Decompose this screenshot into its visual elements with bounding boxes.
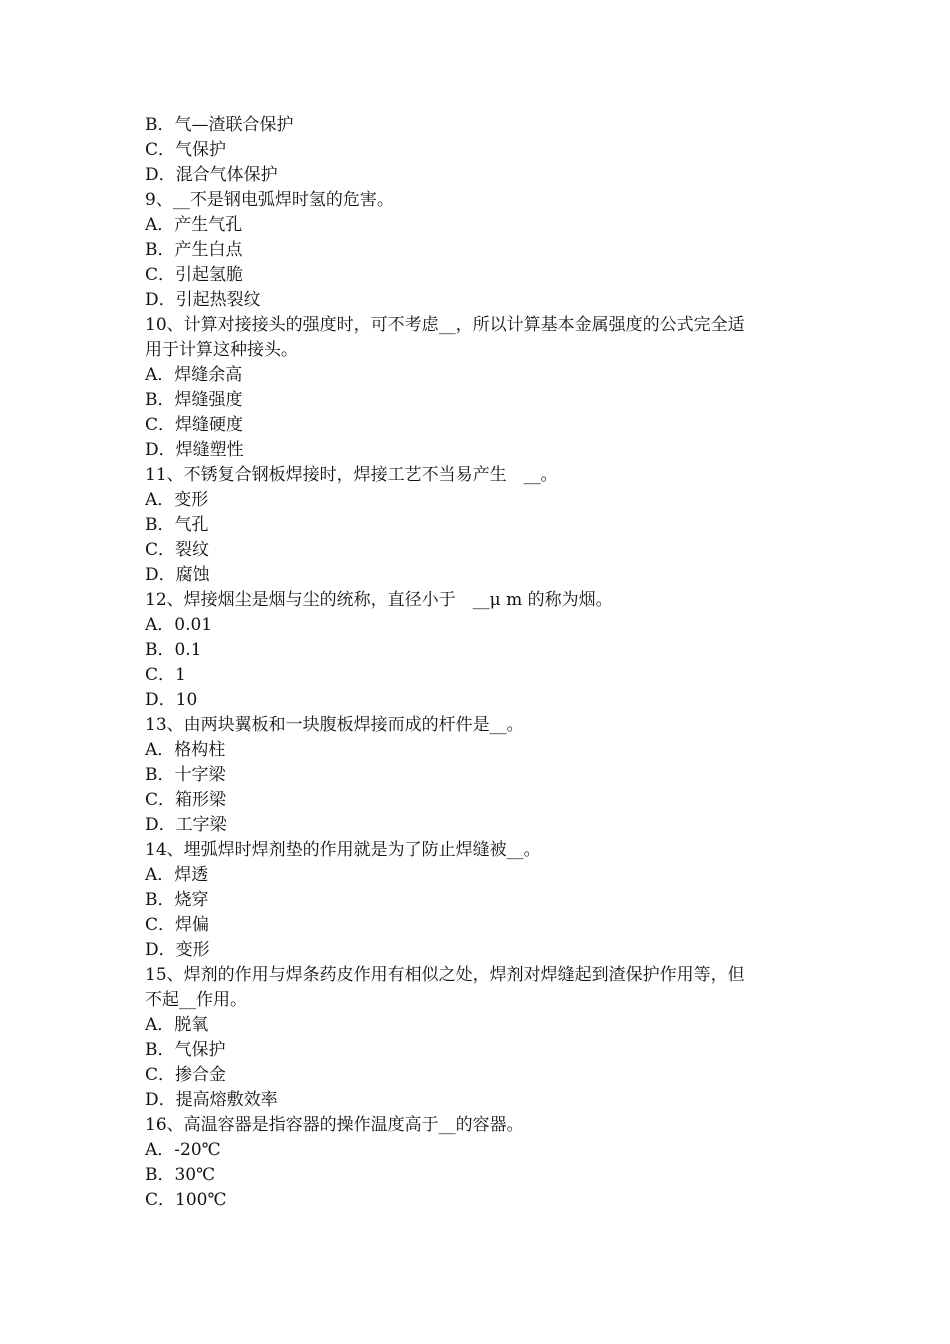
option-a-q14: A．焊透 <box>145 865 209 885</box>
document-body <box>145 113 810 1213</box>
question-14: 14、埋弧焊时焊剂垫的作用就是为了防止焊缝被__。 <box>145 840 541 860</box>
option-d-q9: D．引起热裂纹 <box>145 290 261 310</box>
option-c-q14: C．焊偏 <box>145 915 210 935</box>
option-b-q10: B．焊缝强度 <box>145 390 243 410</box>
option-c-q16: C．100℃ <box>145 1190 227 1210</box>
question-9: 9、__不是钢电弧焊时氢的危害。 <box>145 190 394 210</box>
option-c-q8: C．气保护 <box>145 140 227 160</box>
option-a-q10: A．焊缝余高 <box>145 365 243 385</box>
option-d-q11: D．腐蚀 <box>145 565 210 585</box>
option-b-q9: B．产生白点 <box>145 240 243 260</box>
option-d-q8: D．混合气体保护 <box>145 165 278 185</box>
option-c-q15: C．掺合金 <box>145 1065 227 1085</box>
question-15-line-1: 15、焊剂的作用与焊条药皮作用有相似之处，焊剂对焊缝起到渣保护作用等，但 <box>145 965 745 985</box>
option-b-q8: B．气—渣联合保护 <box>145 115 294 135</box>
option-b-q15: B．气保护 <box>145 1040 226 1060</box>
option-a-q11: A．变形 <box>145 490 209 510</box>
option-b-q12: B．0.1 <box>145 640 202 660</box>
option-b-q14: B．烧穿 <box>145 890 209 910</box>
option-b-q11: B．气孔 <box>145 515 209 535</box>
option-a-q12: A．0.01 <box>145 615 213 635</box>
option-b-q13: B．十字梁 <box>145 765 226 785</box>
question-15-line-2: 不起__作用。 <box>145 990 247 1010</box>
option-a-q15: A．脱氧 <box>145 1015 209 1035</box>
option-d-q13: D．工字梁 <box>145 815 227 835</box>
option-a-q13: A．格构柱 <box>145 740 226 760</box>
question-10-line-2: 用于计算这种接头。 <box>145 340 298 360</box>
option-a-q9: A．产生气孔 <box>145 215 243 235</box>
option-d-q10: D．焊缝塑性 <box>145 440 244 460</box>
option-c-q11: C．裂纹 <box>145 540 210 560</box>
option-c-q12: C．1 <box>145 665 186 685</box>
question-11: 11、不锈复合钢板焊接时，焊接工艺不当易产生 __。 <box>145 465 558 485</box>
question-10-line-1: 10、计算对接接头的强度时，可不考虑__，所以计算基本金属强度的公式完全适 <box>145 315 745 335</box>
option-d-q15: D．提高熔敷效率 <box>145 1090 278 1110</box>
option-d-q12: D．10 <box>145 690 198 710</box>
option-c-q13: C．箱形梁 <box>145 790 227 810</box>
question-12: 12、焊接烟尘是烟与尘的统称，直径小于 __μ m 的称为烟。 <box>145 590 613 610</box>
question-13: 13、由两块翼板和一块腹板焊接而成的杆件是__。 <box>145 715 524 735</box>
option-c-q9: C．引起氢脆 <box>145 265 244 285</box>
option-d-q14: D．变形 <box>145 940 210 960</box>
option-c-q10: C．焊缝硬度 <box>145 415 244 435</box>
option-a-q16: A．-20℃ <box>145 1140 221 1160</box>
option-b-q16: B．30℃ <box>145 1165 216 1185</box>
question-16: 16、高温容器是指容器的操作温度高于__的容器。 <box>145 1115 524 1135</box>
